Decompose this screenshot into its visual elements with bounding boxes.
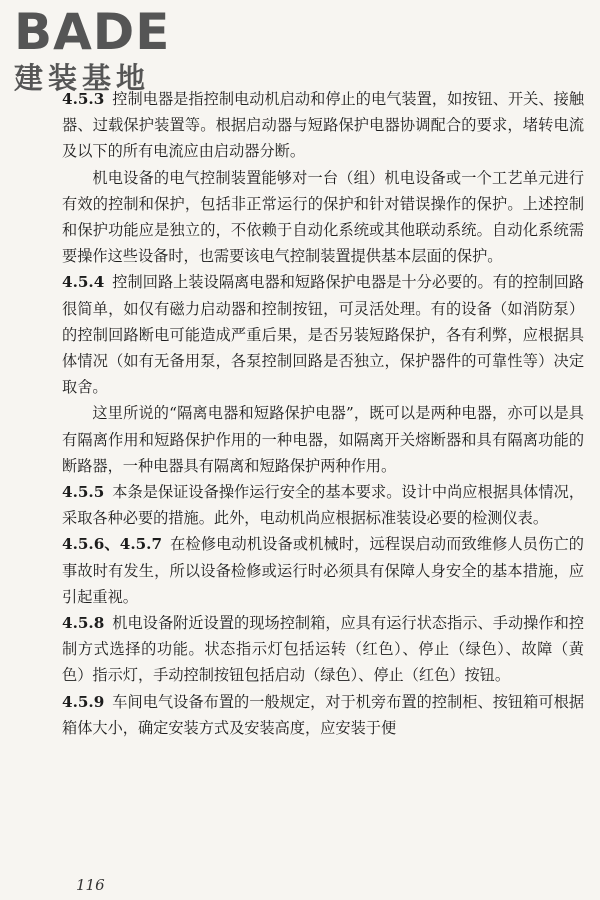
logo-wordmark: BADE <box>14 3 171 61</box>
paragraph-text: 控制电器是指控制电动机启动和停止的电气装置，如按钮、开关、接触器、过载保护装置等。根据启动器与短路保护电器协调配合的要求，堵转电流及以下的所有电流应由启动器分断。 <box>62 90 584 161</box>
paragraph-text: 机电设备附近设置的现场控制箱，应具有运行状态指示、手动操作和控制方式选择的功能。状态指示灯包括运转（红色）、停止（绿色）、故障（黄色）指示灯，手动控制按钮包括启动（绿色）、停止（红色）按钮。 <box>62 614 584 685</box>
clause-number: 4.5.6、4.5.7 <box>62 535 163 554</box>
paragraph-4-5-6 <box>62 531 584 610</box>
clause-number: 4.5.4 <box>62 273 105 292</box>
document-body <box>62 86 584 741</box>
paragraph-4-5-4-cont <box>62 400 584 479</box>
paragraph-text: 在检修电动机设备或机械时，远程误启动而致维修人员伤亡的事故时有发生，所以设备检修或运行时必须具有保障人身安全的基本措施，应引起重视。 <box>62 535 584 606</box>
clause-number: 4.5.3 <box>62 90 105 108</box>
clause-number: 4.5.5 <box>62 483 105 502</box>
clause-number: 4.5.8 <box>62 614 105 633</box>
paragraph-4-5-3-cont <box>62 165 584 270</box>
paragraph-text: 车间电气设备布置的一般规定，对于机旁布置的控制柜、按钮箱可根据箱体大小，确定安装方式及安装高度，应安装于便 <box>62 692 584 737</box>
paragraph-4-5-5 <box>62 479 584 531</box>
paragraph-4-5-3 <box>62 86 584 165</box>
paragraph-text: 本条是保证设备操作运行安全的基本要求。设计中尚应根据具体情况，采取各种必要的措施。此外，电动机尚应根据标准装设必要的检测仪表。 <box>62 483 584 528</box>
logo-subtitle: 建装基地 <box>14 61 151 95</box>
paragraph-4-5-9 <box>62 689 584 741</box>
clause-number: 4.5.9 <box>62 692 105 711</box>
site-logo <box>14 3 204 96</box>
page-number: 116 <box>76 876 105 894</box>
paragraph-4-5-4 <box>62 269 584 400</box>
paragraph-4-5-8 <box>62 610 584 689</box>
paragraph-text: 机电设备的电气控制装置能够对一台（组）机电设备或一个工艺单元进行有效的控制和保护，包括非正常运行的保护和针对错误操作的保护。上述控制和保护功能应是独立的，不依赖于自动化系统或其他联动系统。自动化系统需要操作这些设备时，也需要该电气控制装置提供基本层面的保护。 <box>62 168 584 266</box>
paragraph-text: 控制回路上装设隔离电器和短路保护电器是十分必要的。有的控制回路很简单，如仅有磁力启动器和控制按钮，可灵活处理。有的设备（如消防泵）的控制回路断电可能造成严重后果，是否另装短路保护，各有利弊，应根据具体情况（如有无备用泵，各泵控制回路是否独立，保护器件的可靠性等）决定取舍。 <box>62 273 584 397</box>
paragraph-text: 这里所说的“隔离电器和短路保护电器”，既可以是两种电器，亦可以是具有隔离作用和短路保护作用的一种电器，如隔离开关熔断器和具有隔离功能的断路器，一种电器具有隔离和短路保护两种作用。 <box>62 404 584 475</box>
